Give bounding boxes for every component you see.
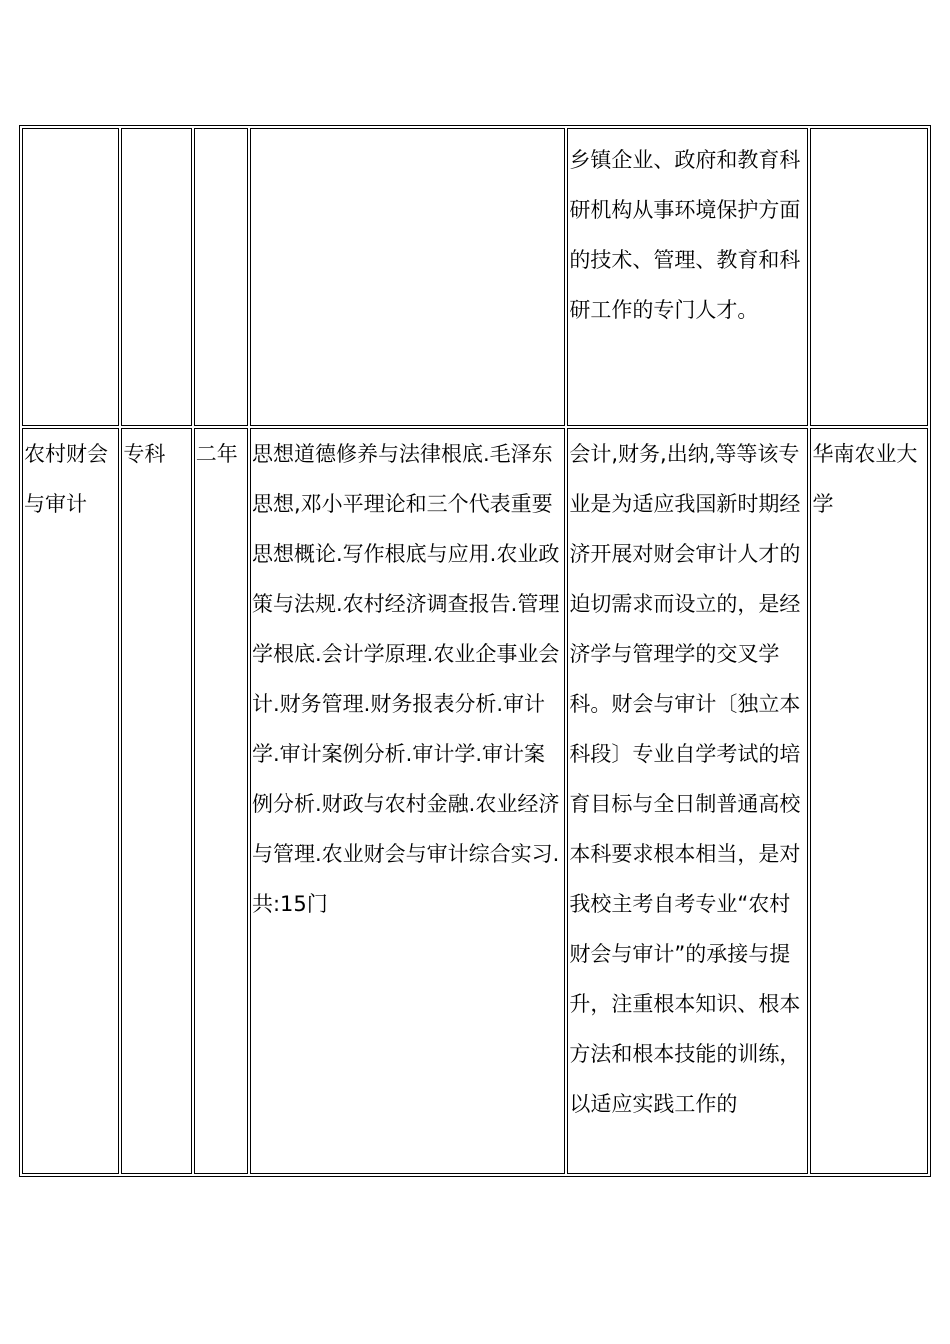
major-info-table (19, 125, 931, 1177)
level-cell (121, 128, 191, 426)
description-cell: 乡镇企业、政府和教育科研机构从事环境保护方面的技术、管理、教育和科研工作的专门人才。 (567, 128, 808, 426)
courses-cell (250, 128, 565, 426)
major-cell: 农村财会与审计 (22, 428, 119, 1174)
duration-cell (194, 128, 248, 426)
school-cell: 华南农业大学 (810, 428, 928, 1174)
table-row (22, 128, 928, 426)
school-cell (810, 128, 928, 426)
level-cell: 专科 (121, 428, 191, 1174)
major-cell (22, 128, 119, 426)
table-row (22, 428, 928, 1174)
description-cell: 会计,财务,出纳,等等该专业是为适应我国新时期经济开展对财会审计人才的迫切需求而设立的，是经济学与管理学的交叉学科。财会与审计〔独立本科段〕专业自学考试的培育目标与全日制普通高校本科要求根本相当，是对我校主考自考专业“农村财会与审计”的承接与提升，注重根本知识、根本方法和根本技能的训练，以适应实践工作的 (567, 428, 808, 1174)
duration-cell: 二年 (194, 428, 248, 1174)
courses-cell: 思想道德修养与法律根底.毛泽东思想,邓小平理论和三个代表重要思想概论.写作根底与应用.农业政策与法规.农村经济调查报告.管理学根底.会计学原理.农业企事业会计.财务管理.财务报表分析.审计学.审计案例分析.审计学.审计案例分析.财政与农村金融.农业经济与管理.农业财会与审计综合实习.共:15门 (250, 428, 565, 1174)
